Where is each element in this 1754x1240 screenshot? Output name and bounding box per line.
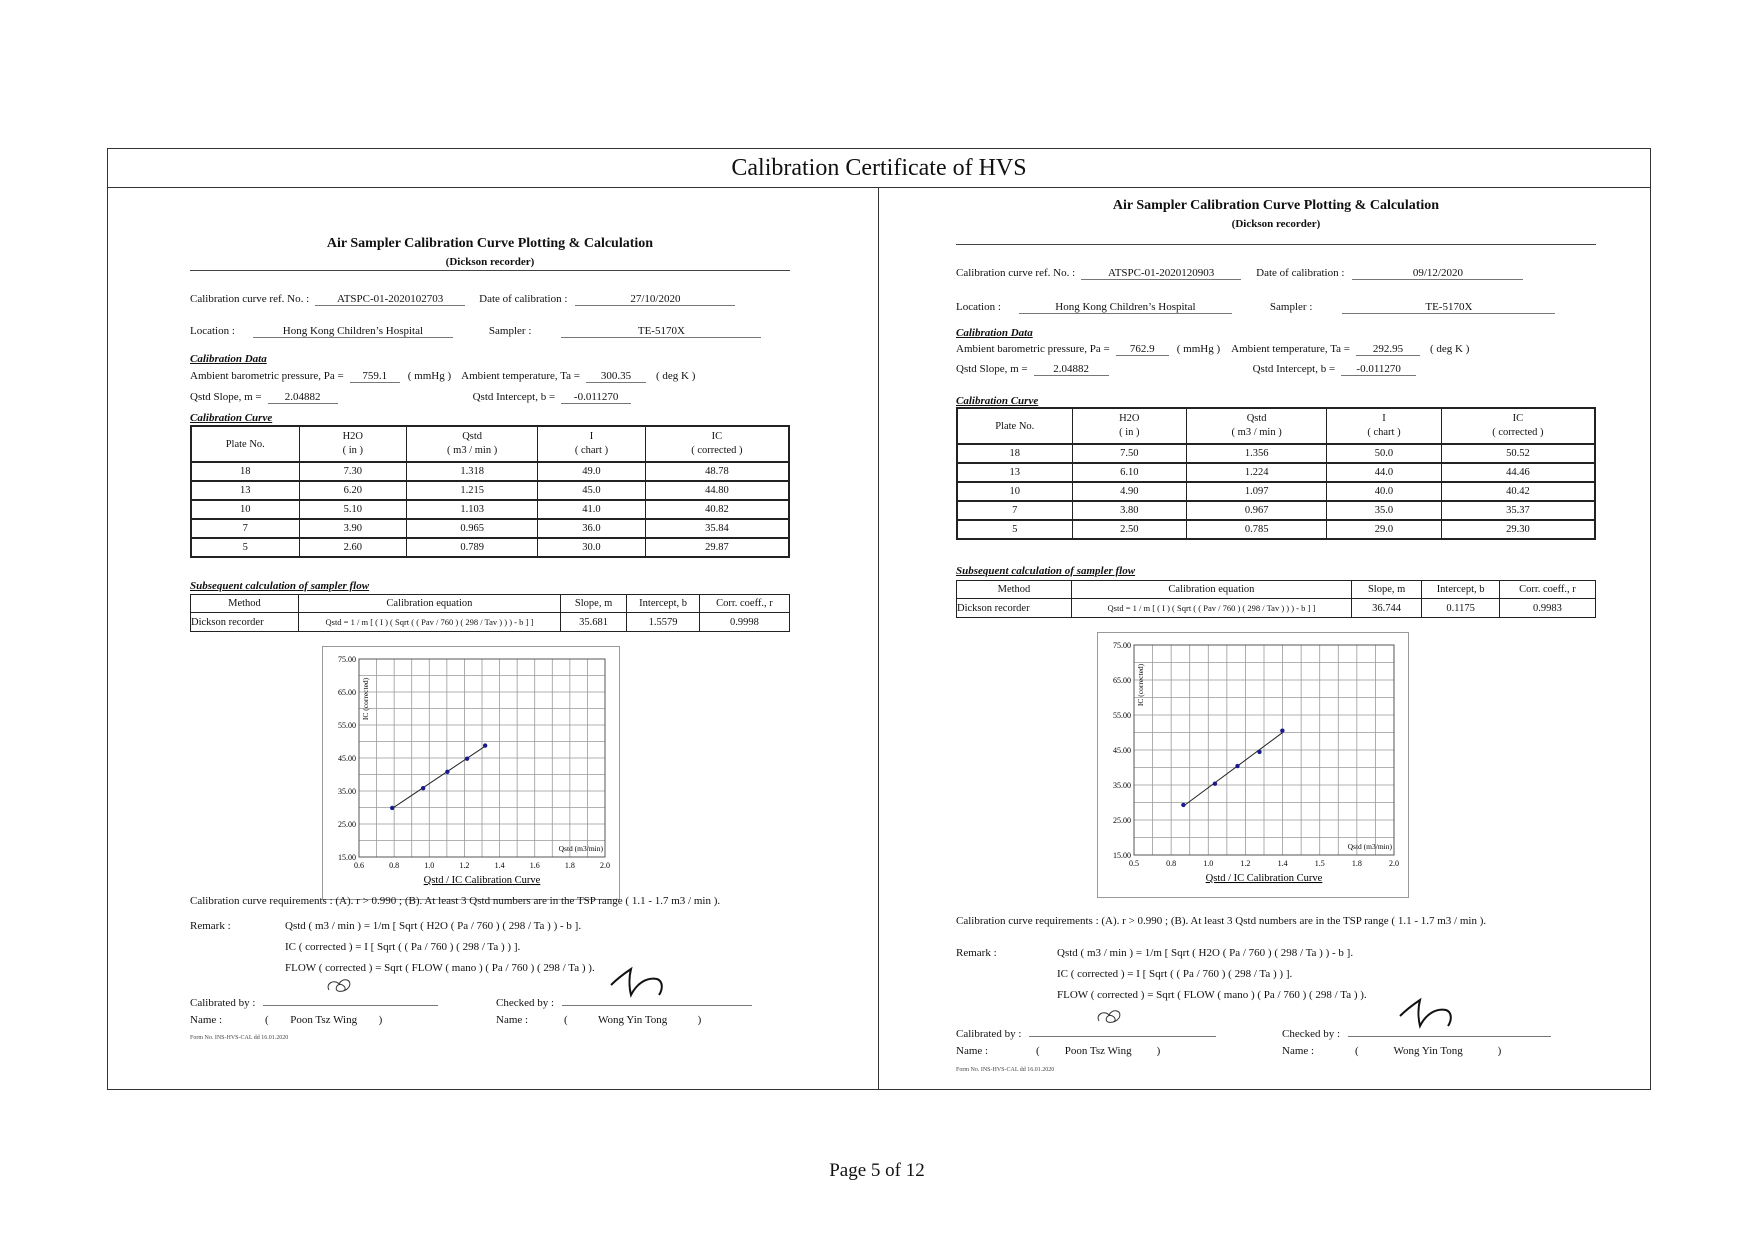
m-corr-value: 0.9983 — [1499, 599, 1595, 618]
h2o-header-line2: ( in ) — [342, 445, 363, 456]
data-point — [1280, 728, 1284, 732]
remark-formula: IC ( corrected ) = I [ Sqrt ( ( Pa / 760 ) ( 298 / Ta ) ) ]. — [1057, 968, 1293, 980]
calibration-table — [956, 407, 1596, 540]
header-rule — [190, 270, 790, 271]
cell-ic: 40.42 — [1441, 482, 1595, 501]
qstd-header-line2: ( m3 / min ) — [1231, 427, 1282, 438]
x-tick-label: 0.5 — [1129, 859, 1139, 868]
subsequent-heading: Subsequent calculation of sampler flow — [190, 580, 370, 592]
cell-i: 30.0 — [538, 538, 646, 557]
date-label: Date of calibration : — [1256, 267, 1345, 279]
checker-signature — [607, 965, 677, 999]
m-slope-header: Slope, m — [1351, 581, 1421, 599]
remark-formulas — [285, 916, 595, 979]
page-number: Page 5 of 12 — [829, 1160, 925, 1181]
y-axis-label: IC (corrected) — [361, 677, 370, 721]
calibration-chart — [322, 646, 620, 900]
ref-no-value: ATSPC-01-2020102703 — [315, 293, 465, 306]
subsequent-heading: Subsequent calculation of sampler flow — [956, 565, 1136, 577]
chart-svg — [1098, 633, 1408, 897]
ref-no-value: ATSPC-01-2020120903 — [1081, 267, 1241, 280]
pressure-unit: ( mmHg ) — [407, 370, 452, 382]
pressure-unit: ( mmHg ) — [1176, 343, 1221, 355]
ic-header-line2: ( corrected ) — [691, 445, 743, 456]
cell-ic: 29.87 — [645, 538, 789, 557]
name-label: Name : — [190, 1014, 223, 1026]
x-tick-label: 1.4 — [494, 861, 505, 870]
checked-signature-line — [1348, 1024, 1551, 1037]
pressure-label: Ambient barometric pressure, Pa = — [190, 370, 344, 382]
intercept-value: -0.011270 — [561, 391, 631, 404]
equation-value: Qstd = 1 / m [ ( I ) ( Sqrt ( ( Pav / 760 ) ( 298 / Tav ) ) ) - b ] ] — [1071, 599, 1351, 618]
cell-qstd: 1.224 — [1187, 463, 1327, 482]
panel-title: Air Sampler Calibration Curve Plotting & Calculation — [1112, 198, 1440, 213]
checker-signature — [1396, 996, 1466, 1030]
chart-svg — [323, 647, 619, 899]
ic-header — [1441, 408, 1595, 444]
temperature-label: Ambient temperature, Ta = — [1231, 343, 1350, 355]
cell-ic: 44.46 — [1441, 463, 1595, 482]
qstd-header — [407, 426, 538, 462]
pressure-value: 762.9 — [1116, 343, 1169, 356]
m-intercept-value: 1.5579 — [627, 613, 700, 632]
cell-plate: 7 — [957, 501, 1072, 520]
trend-line — [392, 746, 485, 808]
table-row — [191, 519, 789, 538]
m-intercept-header: Intercept, b — [1422, 581, 1500, 599]
data-point — [421, 786, 425, 790]
h2o-header — [299, 426, 407, 462]
calibrator-name-row — [956, 1045, 1160, 1057]
panel-divider — [878, 187, 879, 1089]
table-header-row — [191, 426, 789, 462]
i-header-line1: I — [1382, 413, 1386, 424]
remark-formula: Qstd ( m3 / min ) = 1/m [ Sqrt ( H2O ( Pa / 760 ) ( 298 / Ta ) ) - b ]. — [1057, 947, 1354, 959]
y-axis-label: IC (corrected) — [1136, 663, 1145, 707]
cell-h2o: 7.50 — [1072, 444, 1187, 463]
panel-title: Air Sampler Calibration Curve Plotting & Calculation — [326, 236, 654, 251]
equation-value: Qstd = 1 / m [ ( I ) ( Sqrt ( ( Pav / 760 ) ( 298 / Tav ) ) ) - b ] ] — [298, 613, 560, 632]
calibration-table — [190, 425, 790, 558]
calibrated-by-label: Calibrated by : — [956, 1028, 1022, 1040]
data-point — [483, 743, 487, 747]
qstd-header-line1: Qstd — [462, 431, 483, 442]
remark-block — [190, 916, 595, 979]
cell-qstd: 0.789 — [407, 538, 538, 557]
x-tick-label: 1.2 — [1240, 859, 1251, 868]
calibration-data-heading: Calibration Data — [956, 327, 1033, 339]
location-value: Hong Kong Children’s Hospital — [1019, 301, 1232, 314]
intercept-label: Qstd Intercept, b = — [472, 391, 556, 403]
cell-i: 41.0 — [538, 500, 646, 519]
data-point — [465, 756, 469, 760]
temperature-value: 292.95 — [1356, 343, 1420, 356]
info-row — [956, 301, 1555, 314]
cell-ic: 29.30 — [1441, 520, 1595, 539]
checker-name: Wong Yin Tong — [1393, 1045, 1463, 1057]
remark-block — [956, 943, 1367, 1006]
cell-plate: 5 — [957, 520, 1072, 539]
cell-qstd: 0.785 — [1187, 520, 1327, 539]
paren-close: ) — [697, 1014, 702, 1026]
calibrated-signature-line — [1029, 1024, 1216, 1037]
y-tick-label: 15.00 — [338, 853, 356, 862]
x-tick-label: 1.5 — [1314, 859, 1325, 868]
table-row — [191, 538, 789, 557]
cell-ic: 40.82 — [645, 500, 789, 519]
data-point — [1235, 764, 1239, 768]
paren-close: ) — [1156, 1045, 1161, 1057]
paren-close: ) — [1497, 1045, 1502, 1057]
chart-title: Qstd / IC Calibration Curve — [1205, 873, 1323, 884]
i-header — [538, 426, 646, 462]
checker-name-row — [1282, 1045, 1501, 1057]
m-corr-header: Corr. coeff., r — [699, 595, 789, 613]
chart-title: Qstd / IC Calibration Curve — [423, 875, 541, 886]
method-row — [191, 613, 790, 632]
panel-subtitle: (Dickson recorder) — [445, 256, 535, 268]
x-tick-label: 1.0 — [1203, 859, 1214, 868]
calibrator-name-row — [190, 1014, 382, 1026]
temperature-value: 300.35 — [586, 370, 646, 383]
intercept-label: Qstd Intercept, b = — [1252, 363, 1336, 375]
h2o-header-line2: ( in ) — [1119, 427, 1140, 438]
temperature-label: Ambient temperature, Ta = — [461, 370, 580, 382]
table-row — [191, 500, 789, 519]
calibration-curve-heading: Calibration Curve — [956, 395, 1039, 407]
method-header-row — [957, 581, 1596, 599]
qstd-header-line2: ( m3 / min ) — [447, 445, 498, 456]
x-tick-label: 2.0 — [600, 861, 610, 870]
sampler-value: TE-5170X — [1342, 301, 1555, 314]
checked-signature-line — [562, 993, 752, 1006]
cell-i: 45.0 — [538, 481, 646, 500]
x-tick-label: 1.4 — [1277, 859, 1288, 868]
y-tick-label: 45.00 — [1113, 746, 1131, 755]
info-row — [190, 325, 761, 338]
y-tick-label: 15.00 — [1113, 851, 1131, 860]
data-point — [390, 806, 394, 810]
paren-open: ( — [564, 1014, 568, 1026]
x-tick-label: 0.6 — [354, 861, 364, 870]
y-tick-label: 25.00 — [338, 820, 356, 829]
y-tick-label: 45.00 — [338, 754, 356, 763]
calibrator-name: Poon Tsz Wing — [290, 1014, 358, 1026]
m-intercept-header: Intercept, b — [627, 595, 700, 613]
x-tick-label: 0.8 — [389, 861, 400, 870]
m-corr-header: Corr. coeff., r — [1499, 581, 1595, 599]
panel-subtitle: (Dickson recorder) — [1231, 218, 1321, 230]
checked-by-label: Checked by : — [496, 997, 555, 1009]
i-header — [1327, 408, 1442, 444]
info-row — [956, 363, 1416, 376]
ic-header-line2: ( corrected ) — [1492, 427, 1544, 438]
ref-no-label: Calibration curve ref. No. : — [190, 293, 310, 305]
checked-by-row — [1282, 1024, 1551, 1040]
form-number: Form No. INS-HVS-CAL dd 16.01.2020 — [190, 1035, 289, 1041]
cell-h2o: 3.80 — [1072, 501, 1187, 520]
calibration-panel-2 — [956, 200, 1596, 1080]
calibrator-signature — [1093, 1006, 1129, 1028]
date-value: 27/10/2020 — [575, 293, 735, 306]
h2o-header-line1: H2O — [1119, 413, 1140, 424]
calibrated-by-row — [190, 993, 438, 1009]
col-plate-header: Plate No. — [957, 408, 1072, 444]
location-label: Location : — [956, 301, 1001, 313]
cell-plate: 10 — [191, 500, 299, 519]
calibrator-signature — [323, 975, 359, 997]
info-row — [956, 267, 1523, 280]
sampler-value: TE-5170X — [561, 325, 761, 338]
cell-h2o: 4.90 — [1072, 482, 1187, 501]
data-point — [1257, 750, 1261, 754]
calibrated-signature-line — [263, 993, 438, 1006]
calibrated-by-row — [956, 1024, 1216, 1040]
cell-plate: 13 — [191, 481, 299, 500]
m-slope-header: Slope, m — [560, 595, 626, 613]
cell-i: 29.0 — [1327, 520, 1442, 539]
y-tick-label: 25.00 — [1113, 816, 1131, 825]
cell-i: 35.0 — [1327, 501, 1442, 520]
table-row — [957, 482, 1595, 501]
calibration-curve-heading: Calibration Curve — [190, 412, 273, 424]
x-axis-label: Qstd (m3/min) — [1347, 842, 1392, 851]
x-tick-label: 1.8 — [1351, 859, 1362, 868]
cell-h2o: 3.90 — [299, 519, 407, 538]
method-header: Method — [191, 595, 299, 613]
method-header: Method — [957, 581, 1072, 599]
cell-plate: 7 — [191, 519, 299, 538]
equation-header: Calibration equation — [298, 595, 560, 613]
data-point — [445, 770, 449, 774]
remark-label: Remark : — [190, 920, 231, 932]
x-axis-label: Qstd (m3/min) — [558, 844, 603, 853]
paren-open: ( — [1036, 1045, 1040, 1057]
cell-qstd: 1.097 — [1187, 482, 1327, 501]
cell-plate: 13 — [957, 463, 1072, 482]
h2o-header — [1072, 408, 1187, 444]
ic-header-line1: IC — [711, 431, 723, 442]
location-label: Location : — [190, 325, 235, 337]
table-row — [957, 463, 1595, 482]
x-tick-label: 1.6 — [529, 861, 540, 870]
i-header-line2: ( chart ) — [1367, 427, 1401, 438]
slope-label: Qstd Slope, m = — [190, 391, 262, 403]
checker-name: Wong Yin Tong — [598, 1014, 668, 1026]
paren-open: ( — [1355, 1045, 1359, 1057]
requirements-text: Calibration curve requirements : (A). r > 0.990 ; (B). At least 3 Qstd numbers are in the TSP range ( 1.1 - 1.7 m3 / min ). — [956, 915, 1487, 927]
requirements-text: Calibration curve requirements : (A). r > 0.990 ; (B). At least 3 Qstd numbers are in the TSP range ( 1.1 - 1.7 m3 / min ). — [190, 895, 721, 907]
col-plate-header: Plate No. — [191, 426, 299, 462]
header-rule — [956, 244, 1596, 245]
ic-header — [645, 426, 789, 462]
y-tick-label: 35.00 — [1113, 781, 1131, 790]
intercept-value: -0.011270 — [1341, 363, 1416, 376]
date-value: 09/12/2020 — [1352, 267, 1523, 280]
y-tick-label: 65.00 — [1113, 676, 1131, 685]
method-table — [956, 580, 1596, 618]
calibrator-name: Poon Tsz Wing — [1064, 1045, 1132, 1057]
cell-qstd: 0.965 — [407, 519, 538, 538]
checked-by-label: Checked by : — [1282, 1028, 1341, 1040]
data-point — [1213, 782, 1217, 786]
cell-h2o: 6.10 — [1072, 463, 1187, 482]
cell-i: 50.0 — [1327, 444, 1442, 463]
ic-header-line1: IC — [1512, 413, 1524, 424]
calibration-chart — [1097, 632, 1409, 898]
i-header-line2: ( chart ) — [574, 445, 609, 456]
equation-header: Calibration equation — [1071, 581, 1351, 599]
x-tick-label: 0.8 — [1166, 859, 1177, 868]
remark-formula: Qstd ( m3 / min ) = 1/m [ Sqrt ( H2O ( Pa / 760 ) ( 298 / Ta ) ) - b ]. — [285, 920, 582, 932]
cell-h2o: 2.50 — [1072, 520, 1187, 539]
checked-by-row — [496, 993, 752, 1009]
x-tick-label: 2.0 — [1389, 859, 1399, 868]
method-row — [957, 599, 1596, 618]
table-row — [191, 481, 789, 500]
date-label: Date of calibration : — [479, 293, 568, 305]
cell-i: 49.0 — [538, 462, 646, 481]
x-tick-label: 1.0 — [424, 861, 435, 870]
slope-label: Qstd Slope, m = — [956, 363, 1028, 375]
remark-formulas — [1057, 943, 1367, 1006]
i-header-line1: I — [589, 431, 594, 442]
slope-value: 2.04882 — [268, 391, 338, 404]
paren-open: ( — [265, 1014, 269, 1026]
location-value: Hong Kong Children’s Hospital — [253, 325, 453, 338]
calibration-panel-1 — [190, 238, 790, 1118]
cell-qstd: 1.356 — [1187, 444, 1327, 463]
table-row — [957, 444, 1595, 463]
cell-ic: 50.52 — [1441, 444, 1595, 463]
cell-i: 40.0 — [1327, 482, 1442, 501]
data-point — [1181, 803, 1185, 807]
method-value: Dickson recorder — [191, 613, 299, 632]
x-tick-label: 1.2 — [459, 861, 470, 870]
remark-formula: IC ( corrected ) = I [ Sqrt ( ( Pa / 760 ) ( 298 / Ta ) ) ]. — [285, 941, 521, 953]
qstd-header — [1187, 408, 1327, 444]
table-row — [191, 462, 789, 481]
cell-h2o: 6.20 — [299, 481, 407, 500]
pressure-value: 759.1 — [350, 370, 400, 383]
y-tick-label: 35.00 — [338, 787, 356, 796]
calibration-data-heading: Calibration Data — [190, 353, 267, 365]
cell-h2o: 5.10 — [299, 500, 407, 519]
cell-plate: 18 — [957, 444, 1072, 463]
checker-name-row — [496, 1014, 701, 1026]
remark-formula: FLOW ( corrected ) = Sqrt ( FLOW ( mano ) ( Pa / 760 ) ( 298 / Ta ) ). — [1057, 989, 1367, 1001]
h2o-header-line1: H2O — [342, 431, 363, 442]
cell-h2o: 7.30 — [299, 462, 407, 481]
trend-line — [1183, 733, 1282, 806]
x-tick-label: 1.8 — [564, 861, 575, 870]
y-tick-label: 65.00 — [338, 688, 356, 697]
slope-value: 2.04882 — [1034, 363, 1109, 376]
ref-no-label: Calibration curve ref. No. : — [956, 267, 1076, 279]
method-table — [190, 594, 790, 632]
cell-ic: 44.80 — [645, 481, 789, 500]
remark-formula: FLOW ( corrected ) = Sqrt ( FLOW ( mano ) ( Pa / 760 ) ( 298 / Ta ) ). — [285, 962, 595, 974]
sampler-label: Sampler : — [1269, 301, 1313, 313]
calibrated-by-label: Calibrated by : — [190, 997, 256, 1009]
cell-ic: 35.37 — [1441, 501, 1595, 520]
cell-qstd: 1.103 — [407, 500, 538, 519]
remark-label: Remark : — [956, 947, 997, 959]
cell-plate: 18 — [191, 462, 299, 481]
cell-plate: 10 — [957, 482, 1072, 501]
y-tick-label: 75.00 — [338, 655, 356, 664]
m-slope-value: 35.681 — [560, 613, 626, 632]
paren-close: ) — [378, 1014, 383, 1026]
cell-i: 44.0 — [1327, 463, 1442, 482]
form-number: Form No. INS-HVS-CAL dd 16.01.2020 — [956, 1067, 1055, 1073]
m-intercept-value: 0.1175 — [1422, 599, 1500, 618]
m-corr-value: 0.9998 — [699, 613, 789, 632]
cell-qstd: 0.967 — [1187, 501, 1327, 520]
info-row — [190, 293, 735, 306]
sampler-label: Sampler : — [488, 325, 532, 337]
temperature-unit: ( deg K ) — [1430, 343, 1470, 355]
certificate-title: Calibration Certificate of HVS — [108, 149, 1650, 188]
table-row — [957, 520, 1595, 539]
m-slope-value: 36.744 — [1351, 599, 1421, 618]
temperature-unit: ( deg K ) — [656, 370, 696, 382]
y-tick-label: 55.00 — [1113, 711, 1131, 720]
y-tick-label: 75.00 — [1113, 641, 1131, 650]
name-label: Name : — [496, 1014, 529, 1026]
method-header-row — [191, 595, 790, 613]
info-row — [190, 370, 695, 383]
name-label: Name : — [1282, 1045, 1315, 1057]
name-label: Name : — [956, 1045, 989, 1057]
cell-qstd: 1.318 — [407, 462, 538, 481]
table-header-row — [957, 408, 1595, 444]
y-tick-label: 55.00 — [338, 721, 356, 730]
info-row — [190, 391, 631, 404]
cell-h2o: 2.60 — [299, 538, 407, 557]
cell-plate: 5 — [191, 538, 299, 557]
cell-qstd: 1.215 — [407, 481, 538, 500]
cell-ic: 48.78 — [645, 462, 789, 481]
table-row — [957, 501, 1595, 520]
pressure-label: Ambient barometric pressure, Pa = — [956, 343, 1110, 355]
info-row — [956, 343, 1469, 356]
cell-i: 36.0 — [538, 519, 646, 538]
method-value: Dickson recorder — [957, 599, 1072, 618]
qstd-header-line1: Qstd — [1246, 413, 1267, 424]
cell-ic: 35.84 — [645, 519, 789, 538]
